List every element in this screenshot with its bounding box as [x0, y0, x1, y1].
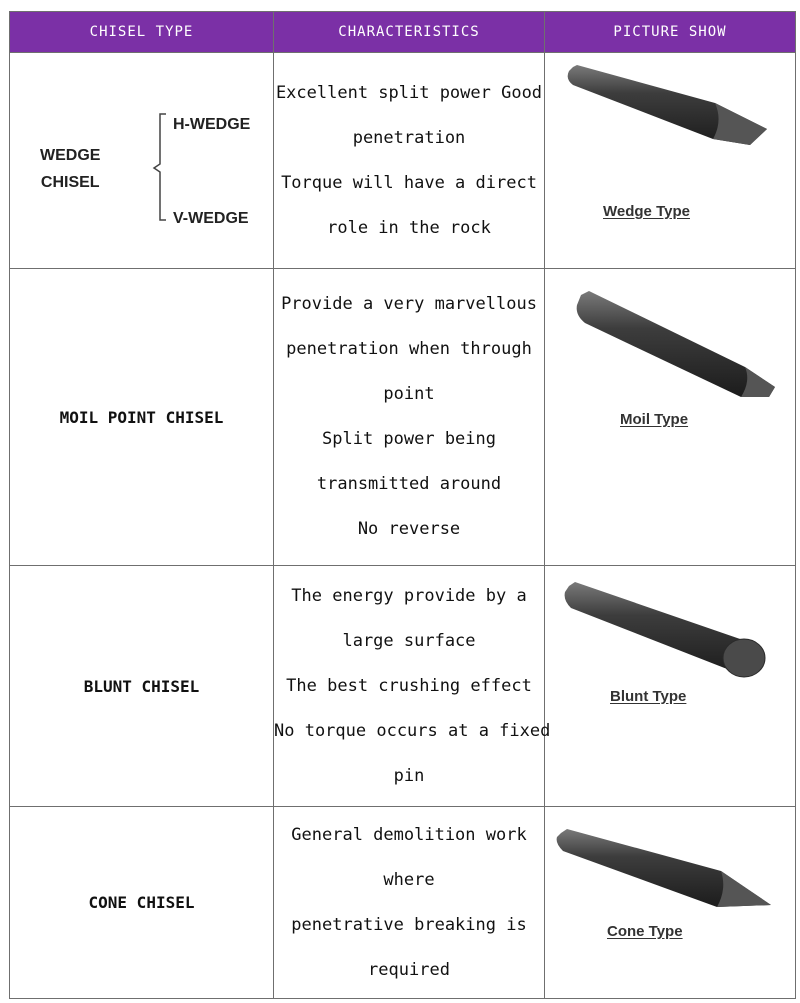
moil-type-cell: MOIL POINT CHISEL [10, 269, 274, 566]
blunt-type-cell: BLUNT CHISEL [10, 566, 274, 807]
wedge-picture-cell [545, 53, 796, 269]
moil-characteristics: Provide a very marvellous penetration when through point Split power being transmitted around No reverse [274, 269, 545, 566]
cone-characteristics: General demolition work where penetrative breaking is required [274, 807, 545, 999]
blunt-characteristics: The energy provide by a large surface The best crushing effect No torque occurs at a fixed pin [274, 566, 545, 807]
wedge-chisel-icon [545, 53, 796, 268]
table-header-row [10, 12, 796, 53]
header-picture-show: PICTURE SHOW [545, 12, 796, 53]
wedge-chisel-label: WEDGE CHISEL [40, 146, 101, 191]
v-wedge-label: V-WEDGE [173, 209, 249, 227]
cone-picture-cell [545, 807, 796, 999]
table-row-wedge [10, 53, 796, 269]
h-wedge-label: H-WEDGE [173, 115, 251, 133]
wedge-type-cell [10, 53, 274, 269]
moil-caption: Moil Type [620, 411, 689, 428]
table-row-blunt [10, 566, 796, 807]
wedge-caption: Wedge Type [603, 203, 690, 220]
wedge-characteristics: Excellent split power Good penetration Torque will have a direct role in the rock [274, 53, 545, 269]
table-row-moil [10, 269, 796, 566]
moil-picture-cell [545, 269, 796, 566]
blunt-chisel-icon [545, 566, 796, 806]
table-row-cone [10, 807, 796, 999]
cone-caption: Cone Type [607, 923, 683, 940]
blunt-picture-cell [545, 566, 796, 807]
brace-icon [146, 112, 170, 222]
chisel-table [9, 11, 796, 999]
header-chisel-type: CHISEL TYPE [10, 12, 274, 53]
cone-type-cell: CONE CHISEL [10, 807, 274, 999]
header-characteristics: CHARACTERISTICS [274, 12, 545, 53]
blunt-caption: Blunt Type [610, 688, 687, 705]
cone-chisel-icon [545, 807, 796, 998]
